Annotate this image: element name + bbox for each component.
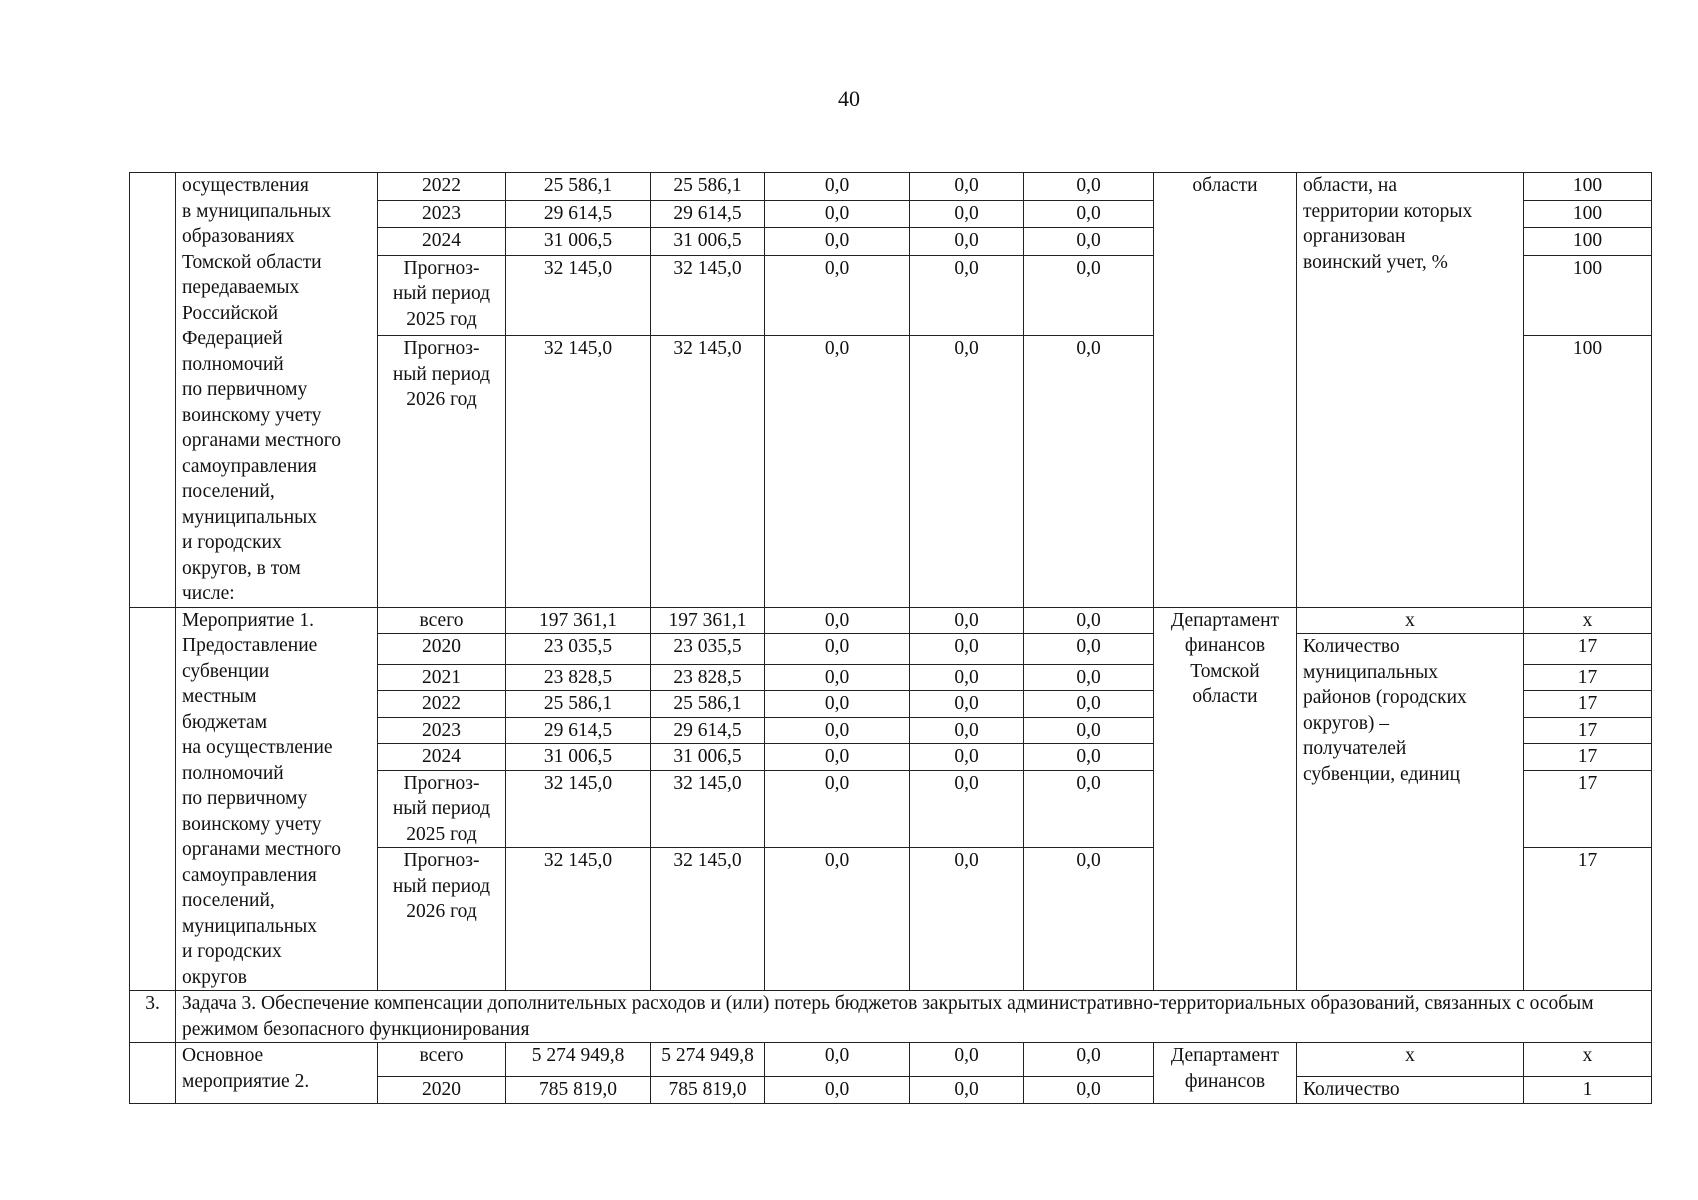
extra-value: 0,0	[1024, 1043, 1154, 1077]
measure-name-line: Основное	[182, 1045, 264, 1066]
table-row	[130, 173, 1652, 201]
extra-value: 0,0	[1024, 848, 1154, 991]
extra-value: 0,0	[1024, 664, 1154, 691]
table-row	[130, 607, 1652, 634]
total-value: 29 614,5	[506, 200, 651, 228]
extra-value: 0,0	[1024, 717, 1154, 744]
measure-name-line: Российской	[182, 302, 279, 324]
measure-name-cell	[176, 173, 378, 608]
measure-name-line: полномочий	[182, 353, 284, 375]
regional-value: 0,0	[765, 691, 910, 718]
table-body	[130, 173, 1652, 1104]
indicator-cell	[1297, 634, 1524, 991]
indicator-value: 100	[1524, 200, 1652, 228]
measure-name-line: и городских	[182, 532, 282, 553]
federal-value: 31 006,5	[651, 744, 765, 771]
indicator-value: х	[1524, 1043, 1652, 1077]
period-cell: 2020	[378, 1077, 506, 1104]
period-cell	[378, 848, 506, 991]
federal-value: 29 614,5	[651, 200, 765, 228]
local-value: 0,0	[910, 336, 1024, 607]
extra-value: 0,0	[1024, 607, 1154, 634]
indicator-line: получателей	[1303, 738, 1407, 759]
total-value: 23 828,5	[506, 664, 651, 691]
executor-cell	[1154, 1043, 1297, 1104]
extra-value: 0,0	[1024, 255, 1154, 336]
extra-value: 0,0	[1024, 744, 1154, 771]
extra-value: 0,0	[1024, 173, 1154, 201]
measure-name-line: по первичному	[182, 788, 308, 809]
indicator-value: 17	[1524, 717, 1652, 744]
federal-value: 197 361,1	[651, 607, 765, 634]
local-value: 0,0	[910, 228, 1024, 256]
period-line: Прогноз-	[403, 850, 480, 871]
indicator-cell: Количество	[1297, 1077, 1524, 1104]
indicator-line: Количество	[1303, 636, 1400, 657]
executor-line: Департамент	[1170, 609, 1280, 631]
task-row	[130, 991, 1652, 1043]
measure-name-line: Мероприятие 1.	[182, 609, 314, 631]
measure-name-line: мероприятие 2.	[182, 1070, 310, 1092]
task-number: 3.	[130, 991, 176, 1043]
total-value: 197 361,1	[506, 607, 651, 634]
period-line: Прогноз-	[403, 338, 480, 360]
period-cell	[378, 336, 506, 607]
local-value: 0,0	[910, 691, 1024, 718]
measure-name-line: в муниципальных	[182, 200, 332, 222]
extra-value: 0,0	[1024, 336, 1154, 607]
period-line: 2026 год	[406, 389, 477, 411]
period-cell: 2024	[378, 228, 506, 256]
measure-name-line: и городских	[182, 941, 282, 962]
measure-name-line: осуществления	[182, 175, 309, 196]
period-cell: всего	[378, 607, 506, 634]
regional-value: 0,0	[765, 744, 910, 771]
extra-value: 0,0	[1024, 200, 1154, 228]
indicator-value: 17	[1524, 770, 1652, 848]
indicator-value: 17	[1524, 664, 1652, 691]
executor-cell	[1154, 173, 1297, 608]
total-value: 785 819,0	[506, 1077, 651, 1104]
executor-line: финансов	[1184, 1070, 1266, 1092]
executor-line: области	[1192, 175, 1258, 196]
executor-line: Томской	[1190, 660, 1260, 682]
indicator-cell	[1297, 173, 1524, 608]
measure-name-line: по первичному	[182, 379, 308, 400]
federal-value: 25 586,1	[651, 173, 765, 201]
federal-value: 32 145,0	[651, 336, 765, 607]
indicator-value: 100	[1524, 255, 1652, 336]
indicator-cell: х	[1297, 1043, 1524, 1077]
indicator-value: 100	[1524, 228, 1652, 256]
row-number-cell	[130, 173, 176, 608]
regional-value: 0,0	[765, 664, 910, 691]
indicator-line: округов) –	[1303, 712, 1390, 734]
period-line: Прогноз-	[403, 772, 480, 794]
federal-value: 23 828,5	[651, 664, 765, 691]
period-cell: 2024	[378, 744, 506, 771]
extra-value: 0,0	[1024, 1077, 1154, 1104]
period-line: Прогноз-	[403, 257, 480, 279]
measure-name-line: поселений,	[182, 890, 275, 911]
measure-name-line: органами местного	[182, 839, 341, 860]
indicator-line: субвенции, единиц	[1303, 763, 1461, 785]
period-line: ный период	[392, 283, 491, 305]
indicator-value: 17	[1524, 691, 1652, 718]
period-cell: 2021	[378, 664, 506, 691]
executor-cell	[1154, 607, 1297, 991]
indicator-value: 17	[1524, 848, 1652, 991]
measure-name-line: на осуществление	[182, 737, 333, 758]
federal-value: 785 819,0	[651, 1077, 765, 1104]
measure-name-line: органами местного	[182, 430, 341, 451]
measure-name-line: поселений,	[182, 481, 275, 502]
period-line: ный период	[392, 798, 491, 819]
federal-value: 23 035,5	[651, 634, 765, 665]
measure-name-line: самоуправления	[182, 864, 317, 886]
measure-name-line: субвенции	[182, 660, 270, 682]
indicator-value: 1	[1524, 1077, 1652, 1104]
regional-value: 0,0	[765, 1043, 910, 1077]
measure-name-cell	[176, 607, 378, 991]
local-value: 0,0	[910, 848, 1024, 991]
executor-line: финансов	[1184, 635, 1266, 656]
executor-line: Департамент	[1170, 1045, 1280, 1066]
extra-value: 0,0	[1024, 634, 1154, 665]
extra-value: 0,0	[1024, 228, 1154, 256]
executor-line: области	[1192, 686, 1258, 707]
measure-name-line: числе:	[182, 583, 235, 604]
local-value: 0,0	[910, 634, 1024, 665]
period-cell: 2022	[378, 173, 506, 201]
local-value: 0,0	[910, 255, 1024, 336]
local-value: 0,0	[910, 1043, 1024, 1077]
period-line: ный период	[392, 363, 491, 385]
regional-value: 0,0	[765, 634, 910, 665]
federal-value: 29 614,5	[651, 717, 765, 744]
indicator-value: 17	[1524, 634, 1652, 665]
local-value: 0,0	[910, 717, 1024, 744]
period-line: 2025 год	[406, 308, 477, 330]
total-value: 32 145,0	[506, 770, 651, 848]
extra-value: 0,0	[1024, 691, 1154, 718]
period-cell: всего	[378, 1043, 506, 1077]
indicator-line: области, на	[1303, 175, 1398, 196]
local-value: 0,0	[910, 770, 1024, 848]
total-value: 31 006,5	[506, 228, 651, 256]
federal-value: 25 586,1	[651, 691, 765, 718]
measure-name-line: муниципальных	[182, 915, 318, 937]
indicator-cell: х	[1297, 607, 1524, 634]
regional-value: 0,0	[765, 173, 910, 201]
measure-name-line: воинскому учету	[182, 404, 322, 426]
task-text: Задача 3. Обеспечение компенсации дополнительных расходов и (или) потерь бюджетов закрытых административно-территориальных образований, связанных с особым режимом безопасного функционирования	[176, 991, 1652, 1043]
budget-table	[129, 172, 1652, 1104]
measure-name-line: Предоставление	[182, 635, 318, 656]
indicator-value: 100	[1524, 336, 1652, 607]
regional-value: 0,0	[765, 336, 910, 607]
total-value: 25 586,1	[506, 691, 651, 718]
local-value: 0,0	[910, 1077, 1024, 1104]
regional-value: 0,0	[765, 255, 910, 336]
federal-value: 32 145,0	[651, 770, 765, 848]
period-cell: 2022	[378, 691, 506, 718]
indicator-line: районов (городских	[1303, 687, 1467, 708]
period-line: 2025 год	[406, 823, 477, 845]
federal-value: 32 145,0	[651, 255, 765, 336]
regional-value: 0,0	[765, 228, 910, 256]
indicator-value: 17	[1524, 744, 1652, 771]
total-value: 32 145,0	[506, 848, 651, 991]
total-value: 31 006,5	[506, 744, 651, 771]
measure-name-cell	[176, 1043, 378, 1104]
total-value: 5 274 949,8	[506, 1043, 651, 1077]
measure-name-line: полномочий	[182, 762, 284, 784]
measure-name-line: округов, в том	[182, 557, 301, 579]
indicator-line: воинский учет, %	[1303, 251, 1448, 273]
measure-name-line: передаваемых	[182, 277, 300, 298]
local-value: 0,0	[910, 744, 1024, 771]
local-value: 0,0	[910, 200, 1024, 228]
total-value: 25 586,1	[506, 173, 651, 201]
measure-name-line: бюджетам	[182, 711, 268, 733]
period-cell	[378, 255, 506, 336]
table-row	[130, 1043, 1652, 1077]
regional-value: 0,0	[765, 717, 910, 744]
period-cell: 2020	[378, 634, 506, 665]
row-number-cell	[130, 1043, 176, 1104]
measure-name-line: самоуправления	[182, 455, 317, 477]
regional-value: 0,0	[765, 848, 910, 991]
federal-value: 31 006,5	[651, 228, 765, 256]
period-cell: 2023	[378, 200, 506, 228]
period-cell: 2023	[378, 717, 506, 744]
total-value: 32 145,0	[506, 255, 651, 336]
federal-value: 5 274 949,8	[651, 1043, 765, 1077]
local-value: 0,0	[910, 607, 1024, 634]
indicator-value: х	[1524, 607, 1652, 634]
indicator-line: территории которых	[1303, 200, 1473, 222]
local-value: 0,0	[910, 664, 1024, 691]
period-line: 2026 год	[406, 901, 477, 922]
total-value: 32 145,0	[506, 336, 651, 607]
federal-value: 32 145,0	[651, 848, 765, 991]
row-number-cell	[130, 607, 176, 991]
total-value: 29 614,5	[506, 717, 651, 744]
period-cell	[378, 770, 506, 848]
measure-name-line: муниципальных	[182, 506, 318, 528]
measure-name-line: Федерацией	[182, 328, 283, 349]
regional-value: 0,0	[765, 607, 910, 634]
indicator-value: 100	[1524, 173, 1652, 201]
measure-name-line: Томской области	[182, 251, 322, 273]
measure-name-line: местным	[182, 686, 257, 707]
extra-value: 0,0	[1024, 770, 1154, 848]
regional-value: 0,0	[765, 200, 910, 228]
measure-name-line: воинскому учету	[182, 813, 322, 835]
local-value: 0,0	[910, 173, 1024, 201]
indicator-line: организован	[1303, 226, 1406, 247]
regional-value: 0,0	[765, 1077, 910, 1104]
page-number: 40	[838, 86, 860, 111]
indicator-line: муниципальных	[1303, 661, 1439, 683]
total-value: 23 035,5	[506, 634, 651, 665]
measure-name-line: округов	[182, 966, 247, 988]
period-line: ный период	[392, 875, 491, 897]
measure-name-line: образованиях	[182, 226, 295, 247]
regional-value: 0,0	[765, 770, 910, 848]
